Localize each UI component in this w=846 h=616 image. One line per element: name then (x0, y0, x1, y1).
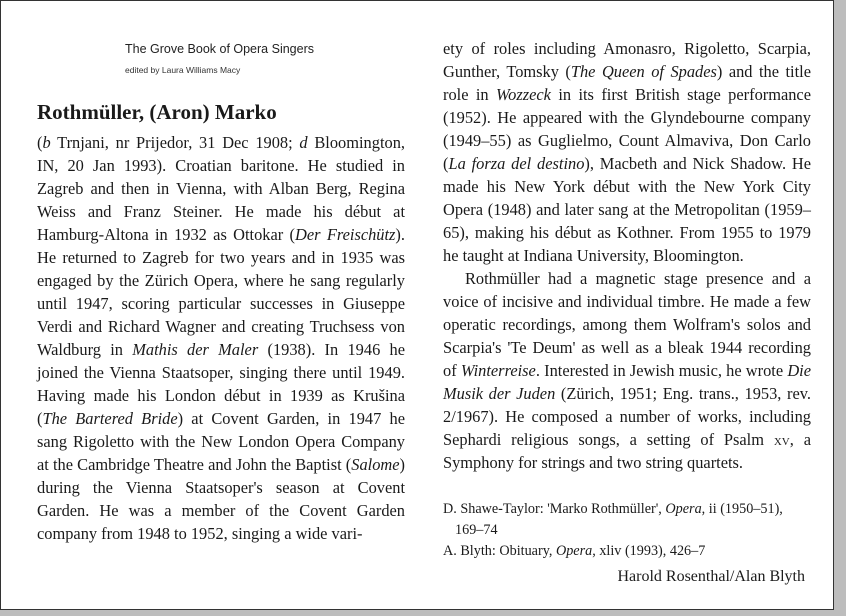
roman-numeral: xv (773, 430, 790, 449)
text-run: ). He returned to Zagreb for two years and in 1935 was engaged by the Zürich Opera, where he sang regularly until 1947, scoring particular successes in Giuseppe Verdi and Richard Wagner and creating Truchsess von Waldburg in (37, 225, 405, 359)
text-run: ) and the title role in (443, 62, 811, 104)
bibliography-item (443, 541, 811, 562)
text-run: in its first British stage performance (1952). He appeared with the Glyndebourne company (1949–55) as Guglielmo, Count Almaviva, Don Carlo ( (443, 85, 811, 173)
italic-title: Der Freischütz (295, 225, 396, 244)
text-run: (Zürich, 1951; Eng. trans., 1953, rev. 2/1967). He composed a number of works, including Sephardi religious songs, a setting of Psalm (443, 384, 811, 449)
text-run: . Interested in Jewish music, he wrote (535, 361, 788, 380)
text-run: ( (37, 133, 43, 152)
bibliography (443, 499, 811, 562)
text-run: A. Blyth: Obituary, (443, 543, 556, 559)
italic-title: Salome (351, 455, 400, 474)
text-run: D. Shawe-Taylor: 'Marko Rothmüller', (443, 501, 666, 517)
italic-title: b (42, 133, 51, 152)
text-run: Trnjani, nr Prijedor, 31 Dec 1908; (50, 133, 300, 152)
text-run: Rothmüller had a magnetic stage presence and a voice of incisive and individual timbre. He made a few operatic recordings, among them Wolfram's solos and Scarpia's 'Te Deum' as well as a bleak 1944 recording of (443, 269, 811, 380)
italic-title: Winterreise (460, 361, 536, 380)
entry-paragraph-2 (443, 267, 811, 474)
text-run: ety of roles including Amonasro, Rigoletto, Scarpia, Gunther, Tomsky ( (443, 39, 811, 81)
italic-title: Opera (555, 543, 593, 559)
italic-title: Mathis der Maler (132, 340, 259, 359)
entry-paragraph-1 (37, 131, 405, 545)
text-run: Bloomington, IN, 20 Jan 1993). Croatian baritone. He studied in Zagreb and then in Vienna, with Alban Berg, Regina Weiss and Franz Steiner. He made his début at Hamburg-Altona in 1932 as Ottokar ( (37, 133, 405, 244)
italic-title: The Bartered Bride (42, 409, 178, 428)
text-run: , xliv (1993), 426–7 (592, 543, 706, 559)
entry-heading: Rothmüller, (Aron) Marko (37, 100, 277, 124)
right-body (443, 37, 811, 474)
italic-title: Die Musik der Juden (443, 361, 811, 403)
italic-title: Wozzeck (496, 85, 551, 104)
italic-title: d (299, 133, 308, 152)
cut-off-line (37, 531, 405, 543)
entry-paragraph-continued (443, 37, 811, 267)
italic-title: Opera (665, 501, 702, 517)
text-run: , ii (1950–51), 169–74 (455, 501, 783, 538)
italic-title: The Queen of Spades (570, 62, 717, 81)
text-run: ) during the Vienna Staatsoper's season at Covent Garden. He was a member of the Covent Garden company from 1948 to 1952, singing a wide vari- (37, 455, 405, 543)
book-title: The Grove Book of Opera Singers (125, 42, 314, 56)
bibliography-item (443, 499, 811, 541)
text-run: ) at Covent Garden, in 1947 he sang Rigoletto with the New London Opera Company at the Cambridge Theatre and John the Baptist ( (37, 409, 405, 474)
italic-title: La forza del destino (448, 154, 585, 173)
book-editor: edited by Laura Williams Macy (125, 65, 241, 75)
text-run: (1938). In 1946 he joined the Vienna Staatsoper, singing there until 1949. Having made his London début in 1939 as Krušina ( (37, 340, 406, 428)
text-run: , a Symphony for strings and two string quartets. (443, 430, 811, 472)
entry-authors: Harold Rosenthal/Alan Blyth (617, 568, 805, 585)
text-run: ), Macbeth and Nick Shadow. He made his New York début with the New York City Opera (1948) and later sang at the Metropolitan (1959–65), making his début as Kothner. From 1955 to 1979 he taught at Indiana University, Bloomington. (443, 154, 811, 265)
